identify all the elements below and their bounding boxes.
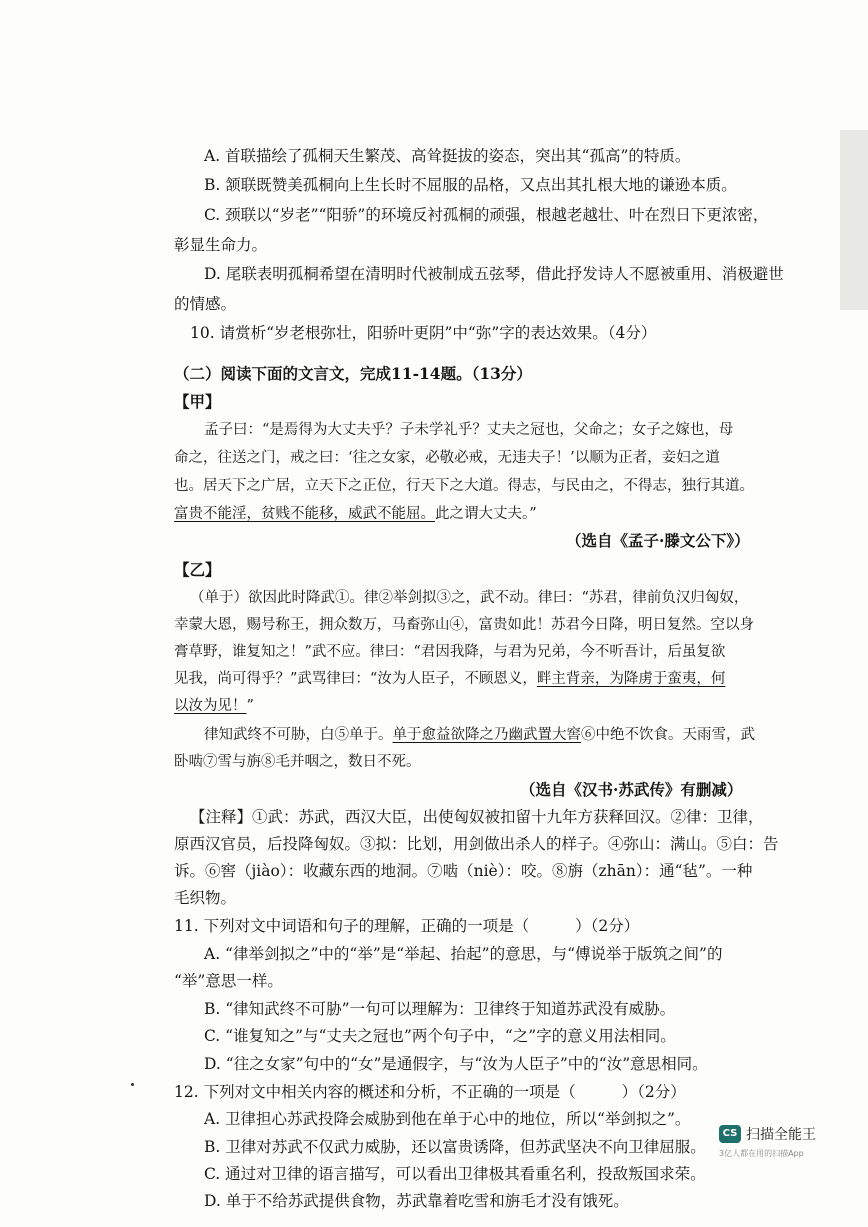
q9-option-b: B. 颔联既赞美孤桐向上生长时不屈服的品格，又点出其扎根大地的谦逊本质。 [204,176,737,194]
passage-yi-line1: （单于）欲因此时降武①。律②举剑拟③之，武不动。律曰：“苏君，律前负汉归匈奴， [190,590,749,606]
question-11-stem [174,916,639,936]
q11-option-d: D. “往之女家”句中的“女”是通假字，与“汝为人臣子”中的“汝”意思相同。 [204,1055,708,1073]
passage-yi-underlined-c: 单于愈益欲降之乃幽武置大窖 [392,727,581,743]
passage-jia-label: 【甲】 [174,392,221,411]
camscanner-name: 扫描全能王 [746,1127,816,1143]
camscanner-logo: CS [719,1125,741,1143]
q12-option-c: C. 通过对卫律的语言描写，可以看出卫律极其看重名利，投敌叛国求荣。 [204,1165,706,1183]
notes-line4: 毛织物。 [174,889,237,907]
passage-yi-line4-text: 见我，尚可得乎？”武骂律曰：“汝为人臣子，不顾恩义， [174,671,537,687]
scan-edge-shadow [840,130,868,310]
notes-line2: 原西汉官员，后投降匈奴。③拟：比划，用剑做出杀人的样子。④弥山：满山。⑤白：告 [174,835,779,853]
passage-jia-line4 [174,504,537,524]
notes-line1: 【注释】①武：苏武，西汉大臣，出使匈奴被扣留十九年方获释回汉。②律：卫律， [190,808,764,826]
passage-yi-line5 [174,696,254,716]
q9-option-d-line1: D. 尾联表明孤桐希望在清明时代被制成五弦琴，借此抒发诗人不愿被重用、消极避世 [204,265,784,283]
passage-jia-line2: 命之，往送之门，戒之曰：‘往之女家，必敬必戒，无违夫子！’以顺为正者，妾妇之道 [174,450,720,466]
q12-option-b: B. 卫律对苏武不仅武力威胁，还以富贵诱降，但苏武坚决不向卫律屈服。 [204,1138,706,1156]
q9-option-c-line1: C. 颈联以“岁老”“阳骄”的环境反衬孤桐的顽强，根越老越壮、叶在烈日下更浓密， [204,206,769,224]
q12-stem-score: ）（2分） [621,1083,686,1101]
passage-jia-tail: 此之谓大丈夫。” [435,506,537,522]
passage-jia-line1: 孟子曰：“是焉得为大丈夫乎？子未学礼乎？丈夫之冠也，父命之；女子之嫁也，母 [204,422,734,438]
passage-yi-line4 [174,669,725,689]
scan-speck [131,1083,134,1086]
passage-yi-line6-tail: ⑥中绝不饮食。天雨雪，武 [581,727,755,743]
q12-stem-text: 12. 下列对文中相关内容的概述和分析，不正确的一项是（ [174,1083,576,1101]
passage-yi-line6-text: 律知武终不可胁，白⑤单于。 [204,727,393,743]
passage-yi-source: （选自《汉书·苏武传》有删减） [520,780,743,799]
camscanner-tagline: 3亿人都在用的扫描App [719,1149,804,1158]
q11-stem-text: 11. 下列对文中词语和句子的理解，正确的一项是（ [174,917,530,935]
q12-option-d: D. 单于不给苏武提供食物，苏武靠着吃雪和旃毛才没有饿死。 [204,1192,629,1210]
passage-yi-line3: 膏草野，谁复知之！”武不应。律曰：“君因我降，与君为兄弟，今不听吾计，后虽复欲 [174,644,726,660]
q11-stem-score: ）（2分） [575,917,640,935]
passage-yi-line5-tail: ” [246,698,254,714]
passage-yi-line6 [204,725,755,745]
q12-option-a: A. 卫律担心苏武投降会威胁到他在单于心中的地位，所以“举剑拟之”。 [204,1110,691,1128]
question-10: 10. 请赏析“岁老根弥壮，阳骄叶更阴”中“弥”字的表达效果。（4分） [190,324,657,342]
passage-jia-underlined-sentence: 富贵不能淫，贫贱不能移，威武不能屈。 [174,506,435,522]
notes-line3: 诉。⑥窖（jiào）：收藏东西的地洞。⑦啮（niè）：咬。⑧旃（zhān）：通“毡”。一种 [174,862,753,880]
q11-option-a-line1: A. “律举剑拟之”中的“举”是“举起、抬起”的意思，与“傅说举于版筑之间”的 [204,945,723,963]
q9-option-a: A. 首联描绘了孤桐天生繁茂、高耸挺拔的姿态，突出其“孤高”的特质。 [204,147,691,165]
passage-yi-line2: 幸蒙大恩，赐号称王，拥众数万，马畜弥山④，富贵如此！苏君今日降，明日复然。空以身 [174,617,754,633]
q9-option-d-line2: 的情感。 [174,295,237,313]
question-12-stem [174,1082,686,1102]
passage-yi-label: 【乙】 [174,560,221,579]
q9-option-c-line2: 彰显生命力。 [174,236,268,254]
q11-option-c: C. “谁复知之”与“丈夫之冠也”两个句子中，“之”字的意义用法相同。 [204,1027,676,1045]
q11-option-b: B. “律知武终不可胁”一句可以理解为：卫律终于知道苏武没有威胁。 [204,1000,676,1018]
passage-yi-underlined-b: 以汝为见！ [174,698,247,714]
passage-yi-line7: 卧啮⑦雪与旃⑧毛并咽之，数日不死。 [174,754,421,770]
section-2-heading: （二）阅读下面的文言文，完成11-14题。（13分） [174,364,532,383]
passage-jia-source: （选自《孟子·滕文公下》） [566,531,750,550]
passage-yi-underlined-a: 畔主背亲，为降虏于蛮夷，何 [536,671,726,687]
passage-jia-line3: 也。居天下之广居，立天下之正位，行天下之大道。得志，与民由之，不得志，独行其道。 [174,478,754,494]
q11-option-a-line2: “举”意思一样。 [174,972,283,990]
